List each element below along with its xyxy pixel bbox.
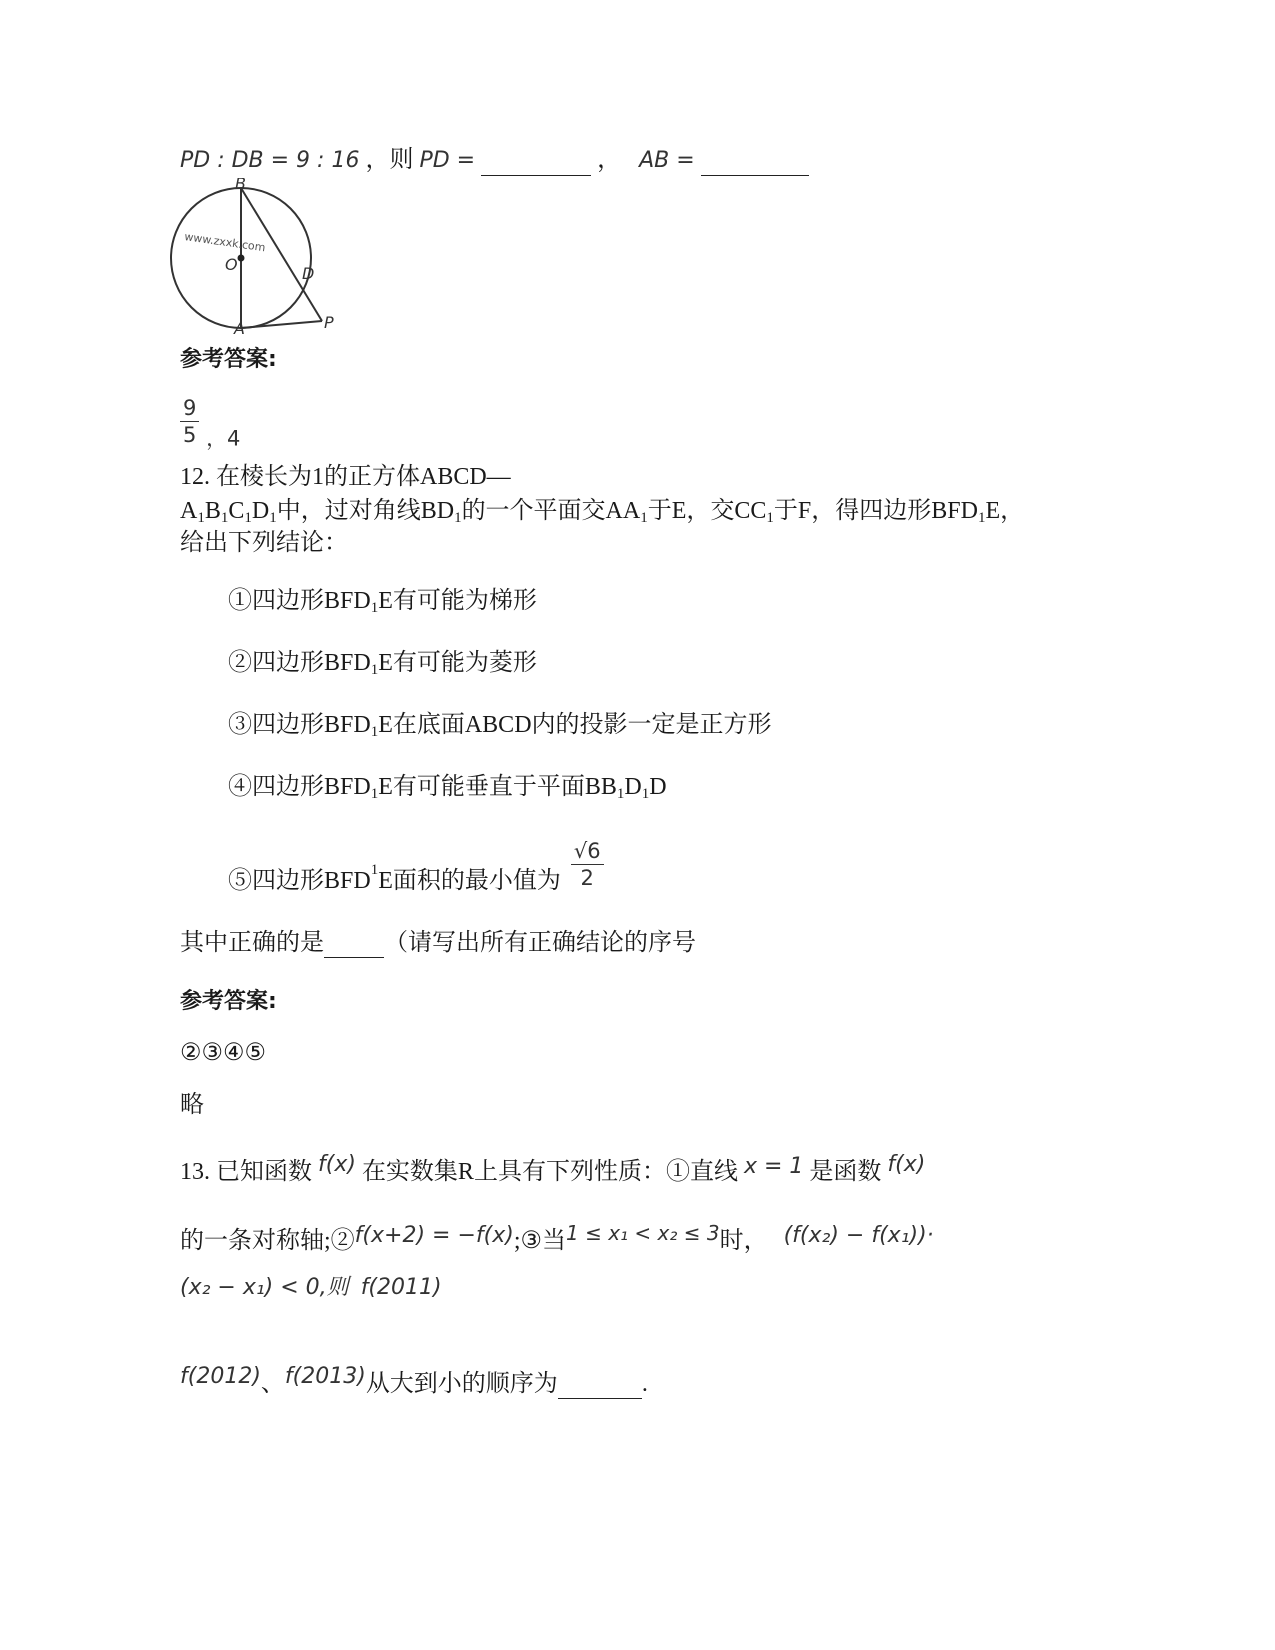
q13-text: 时， — [719, 1228, 768, 1254]
item-sub: 1 — [370, 600, 379, 616]
item-text: ①四边形BFD — [228, 588, 371, 614]
answer-label-1: 参考答案: — [180, 347, 277, 372]
q12-text: 于E，交CC — [647, 498, 767, 524]
f2013-expression: f(2013) — [284, 1364, 366, 1389]
q12-line1: 12. 在棱长为1的正方体ABCD— — [180, 464, 511, 490]
item-text: E有可能垂直于平面BB — [378, 774, 617, 800]
watermark-text: www.zxxk.com — [183, 230, 267, 255]
fx-expression: f(x) — [887, 1152, 926, 1177]
q12-text: A — [180, 498, 198, 524]
answer-label-2: 参考答案: — [180, 989, 277, 1014]
separator: 、 — [260, 1371, 285, 1397]
q12-text: B — [204, 498, 221, 524]
item-text: D — [624, 774, 642, 800]
condition-3-product: (f(x₂) − f(x₁))· — [783, 1223, 934, 1248]
item-text: E在底面ABCD内的投影一定是正方形 — [378, 712, 772, 738]
fx-expression: f(x) — [318, 1152, 356, 1177]
x-equals-1: x = 1 — [743, 1154, 804, 1179]
min-area-denominator: 2 — [571, 864, 604, 891]
label-d: D — [302, 264, 315, 283]
answer-1-numerator: 9 — [183, 396, 197, 420]
q11-line — [180, 145, 809, 176]
label-p: P — [324, 313, 334, 332]
answer-blank — [324, 933, 384, 958]
item-text: E有可能为梯形 — [378, 588, 537, 614]
period: . — [641, 1371, 648, 1397]
condition-3-inequality: (x₂ − x₁) < 0,则 — [180, 1275, 349, 1300]
q12-text: E， — [985, 498, 1025, 524]
item-text: E面积的最小值为 — [378, 868, 561, 895]
q12-sub: 1 — [977, 510, 986, 526]
label-a: A — [234, 319, 245, 338]
q12-sub: 1 — [766, 510, 774, 526]
closing-text: （请写出所有正确结论的序号 — [384, 930, 696, 956]
q13-line3 — [180, 1272, 442, 1303]
q13-text: 的一条对称轴;② — [180, 1228, 355, 1254]
item-text: ②四边形BFD — [228, 650, 371, 676]
tangent-ap — [241, 321, 322, 328]
item-sub: 1 — [370, 862, 379, 879]
f2011-expression: f(2011) — [360, 1275, 442, 1300]
center-point — [238, 255, 245, 262]
q13-line4 — [180, 1362, 648, 1399]
q12-item-4 — [228, 772, 667, 802]
q12-sub: 1 — [269, 510, 277, 526]
closing-text: 其中正确的是 — [180, 930, 324, 956]
ze-text: ，则 — [365, 147, 414, 173]
item-text: D — [649, 774, 667, 800]
answer-1-fraction — [180, 395, 199, 448]
answer-1-denominator: 5 — [180, 421, 199, 448]
answer-1-rest: ，4 — [206, 426, 241, 451]
answer-2: ②③④⑤ — [180, 1040, 267, 1066]
q13-text: 是函数 — [809, 1159, 882, 1185]
q13-line1 — [180, 1150, 925, 1187]
item-sub: 1 — [370, 724, 379, 740]
q12-item-3 — [228, 710, 772, 740]
q12-item-2 — [228, 648, 537, 678]
item-text: ⑤四边形BFD — [228, 868, 371, 895]
q12-sub: 1 — [454, 510, 462, 526]
min-area-numerator: √6 — [573, 839, 601, 863]
q12-sub: 1 — [220, 510, 229, 526]
ab-equals: AB = — [639, 148, 695, 173]
q12-text: D — [251, 498, 270, 524]
q12-line2 — [180, 496, 1024, 526]
item-sub: 1 — [370, 786, 379, 802]
q12-item-1 — [228, 586, 537, 616]
q13-text: 13. 已知函数 — [180, 1159, 312, 1185]
q12-sub: 1 — [197, 510, 205, 526]
pd-blank — [481, 151, 591, 176]
item-text: ④四边形BFD — [228, 774, 371, 800]
item-sub: 1 — [641, 786, 650, 802]
q12-sub: 1 — [244, 510, 252, 526]
ratio-expression: PD : DB = 9 : 16 — [180, 148, 360, 173]
condition-2-expression: f(x+2) = −f(x) — [354, 1223, 514, 1248]
order-blank — [558, 1374, 642, 1399]
answer-1 — [180, 395, 240, 453]
ab-blank — [701, 151, 809, 176]
circle-tangent-figure — [170, 178, 350, 338]
q13-line2 — [180, 1218, 934, 1256]
q12-text: 于F，得四边形BFD — [773, 498, 978, 524]
q12-text: C — [228, 498, 245, 524]
f2012-expression: f(2012) — [180, 1364, 261, 1389]
item-text: E有可能为菱形 — [378, 650, 537, 676]
q12-item-5 — [228, 838, 604, 896]
q12-sub: 1 — [640, 510, 648, 526]
q12-text: 的一个平面交AA — [461, 498, 641, 524]
q13-text: 在实数集R上具有下列性质：①直线 — [361, 1159, 738, 1185]
label-b: B — [235, 178, 246, 193]
q12-line3: 给出下列结论： — [180, 530, 348, 556]
secant-bp — [241, 188, 322, 321]
q13-text: ;③当 — [513, 1228, 567, 1254]
q13-text: 从大到小的顺序为 — [365, 1371, 558, 1397]
label-o: O — [225, 255, 238, 274]
min-area-fraction — [571, 838, 604, 891]
comma: ， — [597, 147, 622, 173]
answer-2-note: 略 — [180, 1092, 204, 1118]
item-sub: 1 — [616, 786, 625, 802]
pd-equals: PD = — [419, 148, 476, 173]
item-sub: 1 — [370, 662, 379, 678]
q12-closing — [180, 928, 696, 958]
item-text: ③四边形BFD — [228, 712, 371, 738]
condition-3-range: 1 ≤ x₁ < x₂ ≤ 3 — [566, 1221, 720, 1245]
q12-text: 中，过对角线BD — [276, 498, 455, 524]
